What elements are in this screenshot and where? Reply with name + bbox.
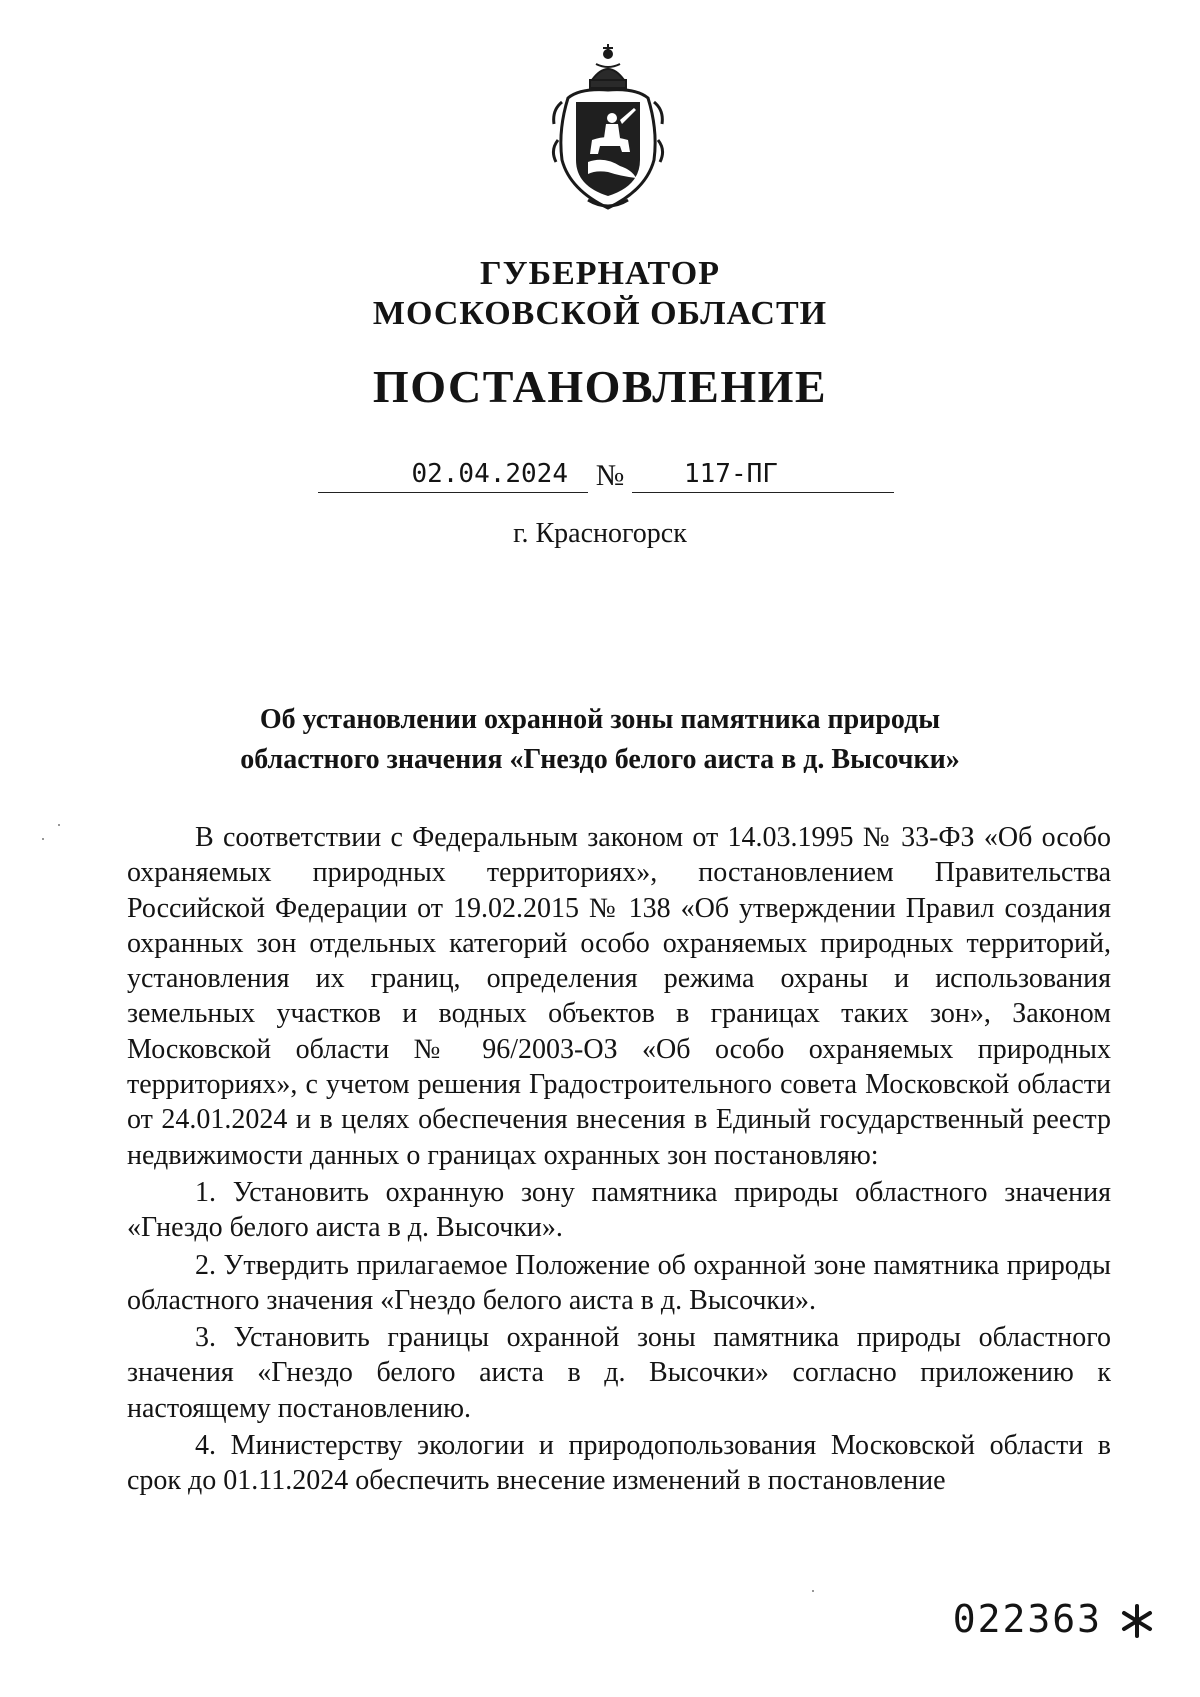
authority-line-2: МОСКОВСКОЙ ОБЛАСТИ xyxy=(372,295,828,332)
document-number: 117-ПГ xyxy=(632,455,894,493)
asterisk-mark-icon xyxy=(1118,1602,1156,1640)
decree-item-1: 1. Установить охранную зону памятника природы областного значения «Гнездо белого аиста в д. Высочки». xyxy=(127,1176,1111,1244)
serial-number: 022363 xyxy=(952,1597,1102,1641)
decree-item-4: 4. Министерству экологии и природопользования Московской области в срок до 01.11.2024 обеспечить внесение изменений в постановление xyxy=(127,1430,1111,1497)
authority-line-1: ГУБЕРНАТОР xyxy=(480,255,720,292)
decree-item-3: 3. Установить границы охранной зоны памятника природы областного значения «Гнездо белого аиста в д. Высочки» согласно приложению к настоящему постановлению. xyxy=(127,1322,1111,1424)
document-date: 02.04.2024 xyxy=(318,455,588,493)
scan-speck xyxy=(58,824,60,826)
subject-line-2: областного значения «Гнездо белого аиста в д. Высочки» xyxy=(240,744,960,775)
number-sign: № xyxy=(595,459,625,492)
scan-speck xyxy=(42,838,44,840)
scan-speck xyxy=(812,1590,814,1592)
subject-line-1: Об установлении охранной зоны памятника природы xyxy=(259,704,941,735)
preamble-paragraph: В соответствии с Федеральным законом от 14.03.1995 № 33-ФЗ «Об особо охраняемых природных территориях», постановлением Правительства Российской Федерации от 19.02.2015 № 138 «Об утверждении Правил создания охранных зон отдельных категорий особо охраняемых природных территорий, установления их границ, определения режима охраны и использования земельных участков и водных объектов в границах таких зон», Законом Московской области № 96/2003-ОЗ «Об особо охраняемых природных территориях», с учетом решения Градостроительного совета Московской области от 24.01.2024 и в целях обеспечения внесения в Единый государственный реестр недвижимости данных о границах охранных зон постановляю: xyxy=(127,822,1111,1171)
coat-of-arms-icon xyxy=(548,40,668,212)
document-subject xyxy=(0,700,1200,780)
decree-item-2: 2. Утвердить прилагаемое Положение об охранной зоне памятника природы областного значения «Гнездо белого аиста в д. Высочки». xyxy=(127,1249,1111,1316)
document-type-title: ПОСТАНОВЛЕНИЕ xyxy=(372,361,828,412)
document-body xyxy=(127,820,1111,1499)
city: г. Красногорск xyxy=(513,518,687,549)
